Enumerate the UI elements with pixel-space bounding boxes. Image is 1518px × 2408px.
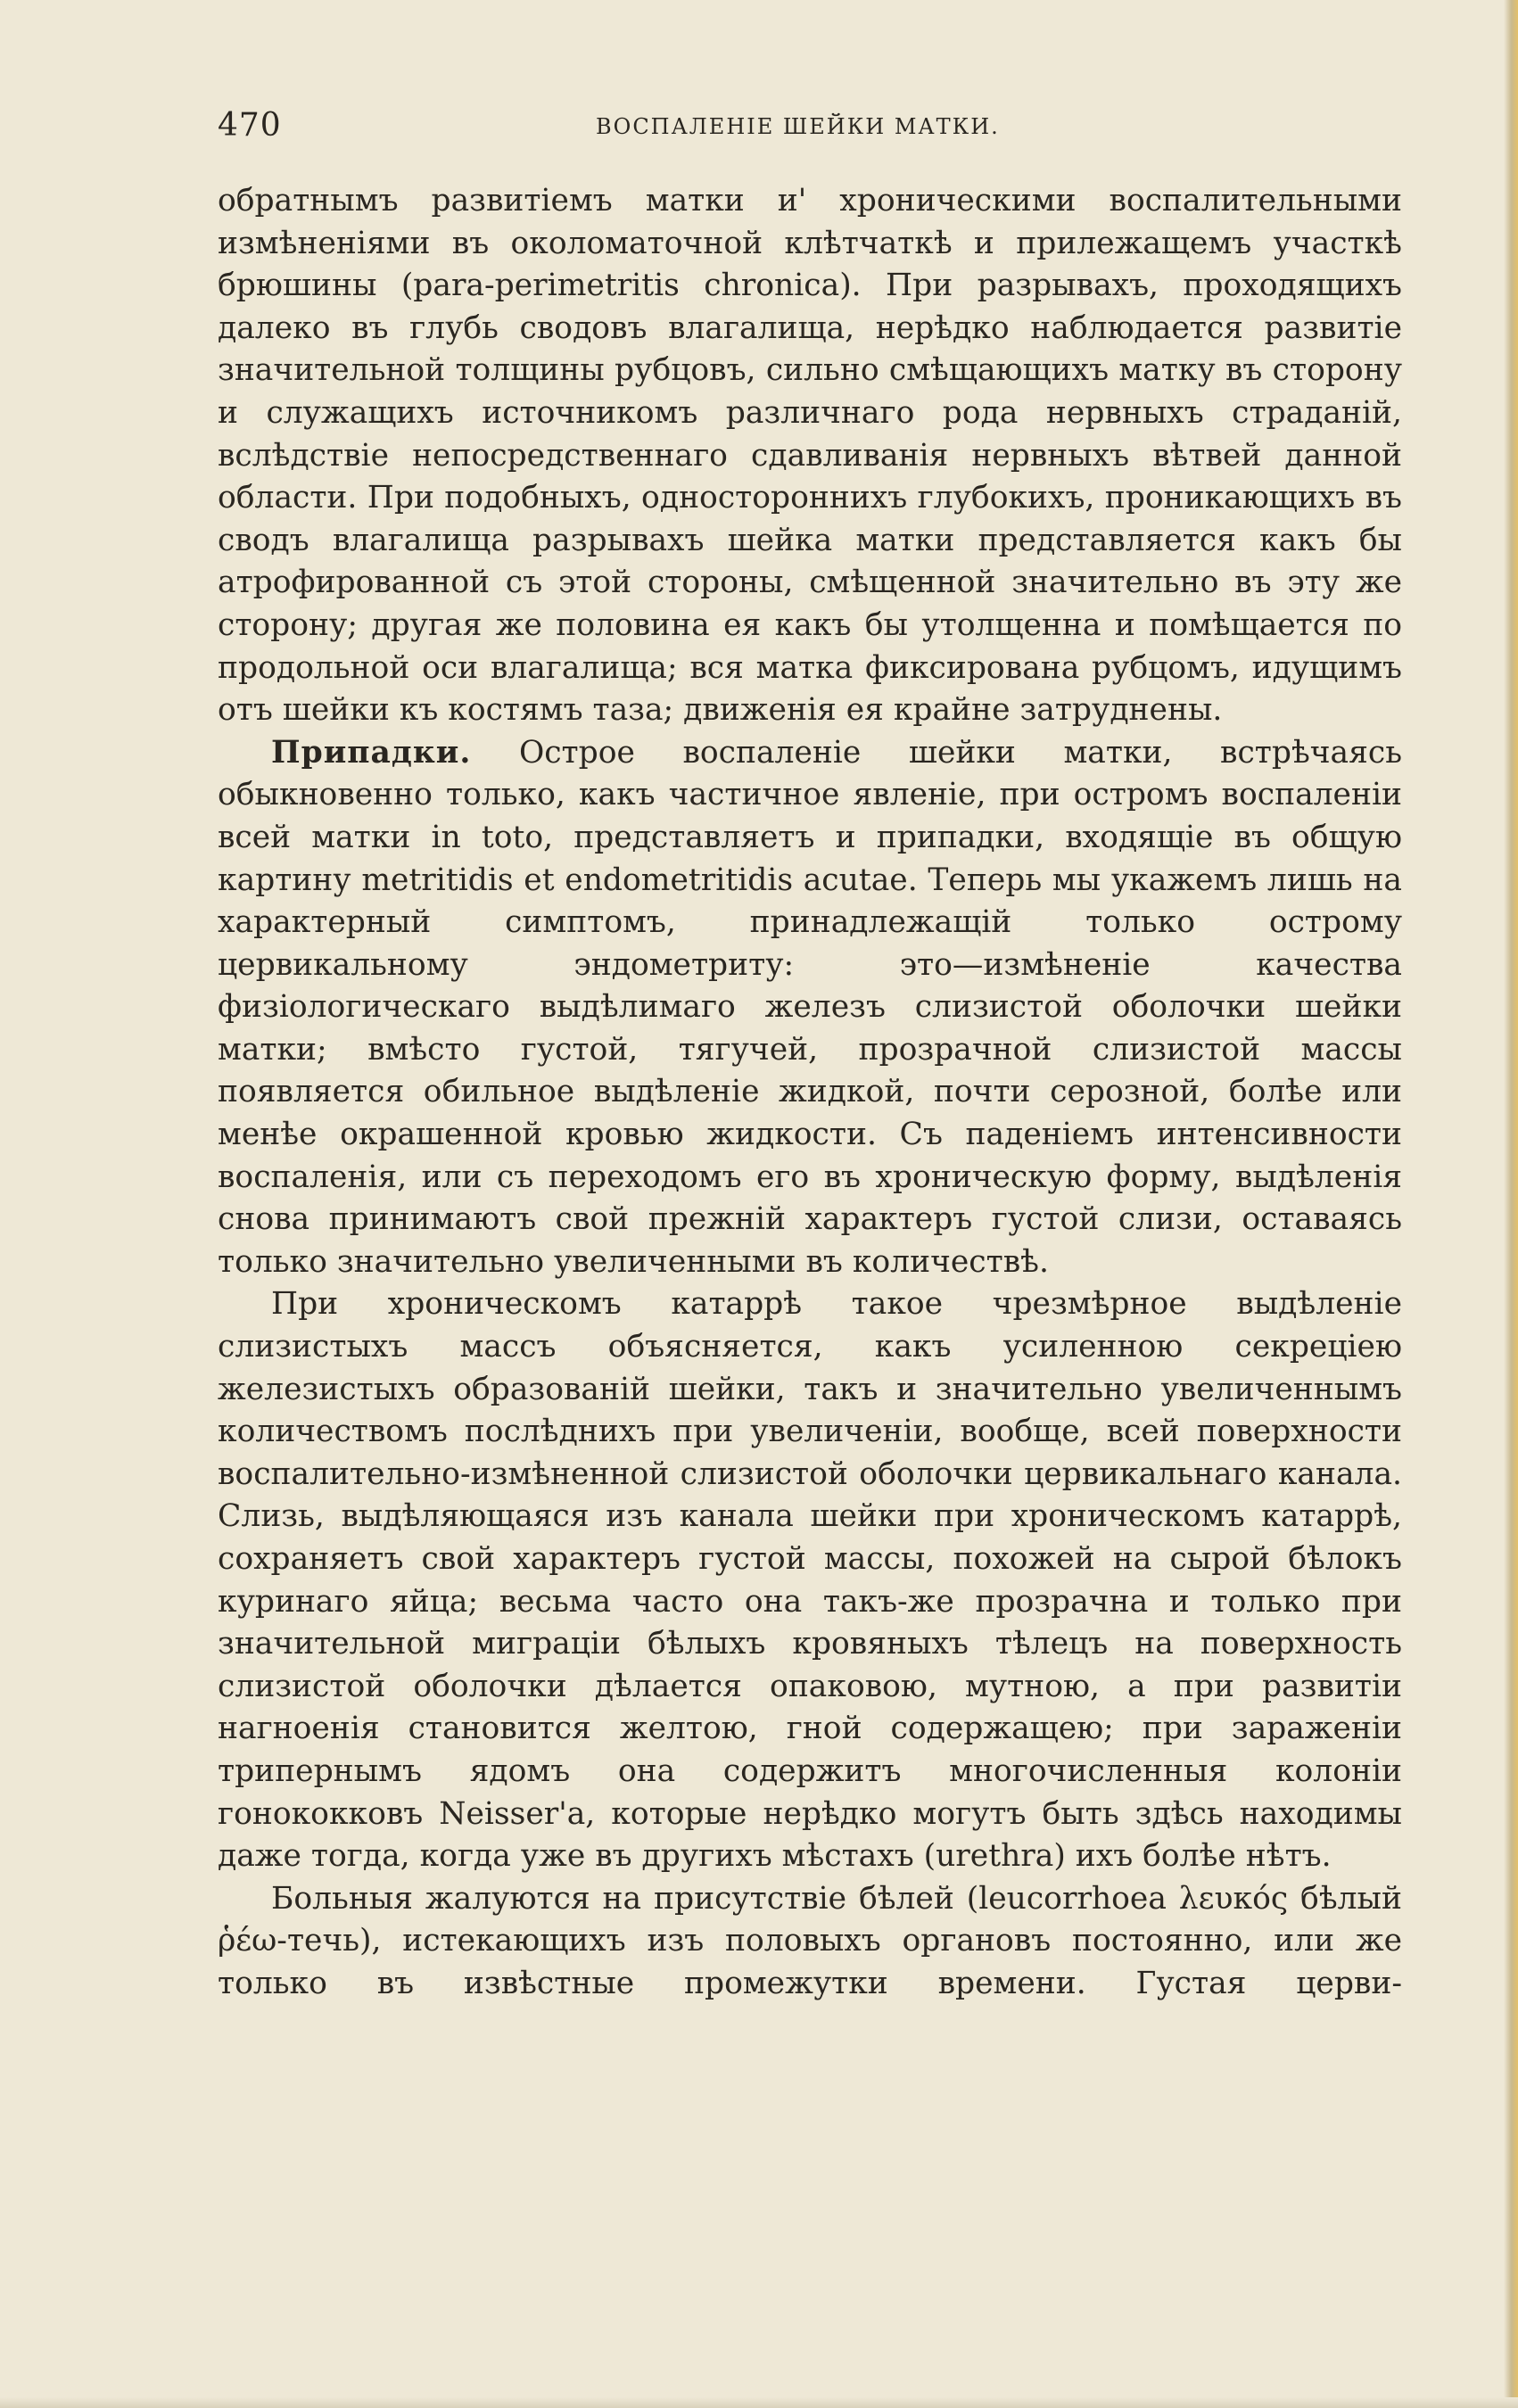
running-title: ВОСПАЛЕНІЕ ШЕЙКИ МАТКИ. [596,114,1000,139]
paragraph-3 [218,1283,1402,1877]
paragraph-1 [218,180,1402,732]
page-number: 470 [218,107,282,144]
paragraph-4 [218,1878,1402,2006]
body-text [218,180,1402,2006]
paragraph-3-text: При хроническомъ катаррѣ такое чрезмѣрное выдѣленіе слизистыхъ массъ объясняется, какъ усиленною секреціею железистыхъ образованій шейки, такъ и значительно увеличеннымъ количествомъ послѣднихъ при увеличеніи, вообще, всей поверхности воспалительно-измѣненной слизистой оболочки цервикальнаго канала. Слизь, выдѣляющаяся изъ канала шейки при хроническомъ катаррѣ, сохраняетъ свой характеръ густой массы, похожей на сырой бѣлокъ куринаго яйца; весьма часто она такъ-же прозрачна и только при значительной миграціи бѣлыхъ кровяныхъ тѣлецъ на поверхность слизистой оболочки дѣлается опаковою, мутною, а при развитіи нагноенія становится желтою, гной содержащею; при зараженіи трипернымъ ядомъ она содержитъ многочисленныя колоніи гонококковъ Neisser'а, которые нерѣдко могутъ быть здѣсь находимы даже тогда, когда уже въ другихъ мѣстахъ (urethra) ихъ болѣе нѣтъ. [218,1286,1402,1875]
page-edge-bottom [0,2397,1518,2408]
page-edge-right [1504,0,1518,2408]
paragraph-2 [218,732,1402,1284]
paragraph-4-text: Больныя жалуются на присутствіе бѣлей (leucorrhoea λευκός бѣлый ῥέω-течь), истекающихъ изъ половыхъ органовъ постоянно, или же только въ извѣстные промежутки времени. Густая церви- [218,1880,1402,2001]
paragraph-2-lead: Припадки. [271,734,472,771]
paragraph-2-text: Острое воспаленіе шейки матки, встрѣчаясь обыкновенно только, какъ частичное явленіе, при остромъ воспаленіи всей матки in toto, представляетъ и припадки, входящіе въ общую картину metritidis et endometritidis acutae. Теперь мы укажемъ лишь на характерный симптомъ, принадлежащій только острому цервикальному эндометриту: это—измѣненіе качества физіологическаго выдѣлимаго железъ слизистой оболочки шейки матки; вмѣсто густой, тягучей, прозрачной слизистой массы появляется обильное выдѣленіе жидкой, почти серозной, болѣе или менѣе окрашенной кровью жидкости. Съ паденіемъ интенсивности воспаленія, или съ переходомъ его въ хроническую форму, выдѣленія снова принимаютъ свой прежній характеръ густой слизи, оставаясь только значительно увеличенными въ количествѣ. [218,734,1402,1280]
paragraph-1-text: обратнымъ развитіемъ матки и' хроническими воспалительными измѣненіями въ околоматочной клѣтчаткѣ и прилежащемъ участкѣ брюшины (para-perimetritis chronica). При разрывахъ, проходящихъ далеко въ глубь сводовъ влагалища, нерѣдко наблюдается развитіе значительной толщины рубцовъ, сильно смѣщающихъ матку въ сторону и служащихъ источникомъ различнаго рода нервныхъ страданій, вслѣдствіе непосредственнаго сдавливанія нервныхъ вѣтвей данной области. При подобныхъ, одностороннихъ глубокихъ, проникающихъ въ сводъ влагалища разрывахъ шейка матки представляется какъ бы атрофированной съ этой стороны, смѣщенной значительно въ эту же сторону; другая же половина ея какъ бы утолщенна и помѣщается по продольной оси влагалища; вся матка фиксирована рубцомъ, идущимъ отъ шейки къ костямъ таза; движенія ея крайне затруднены. [218,183,1402,729]
page-header [218,105,1402,146]
